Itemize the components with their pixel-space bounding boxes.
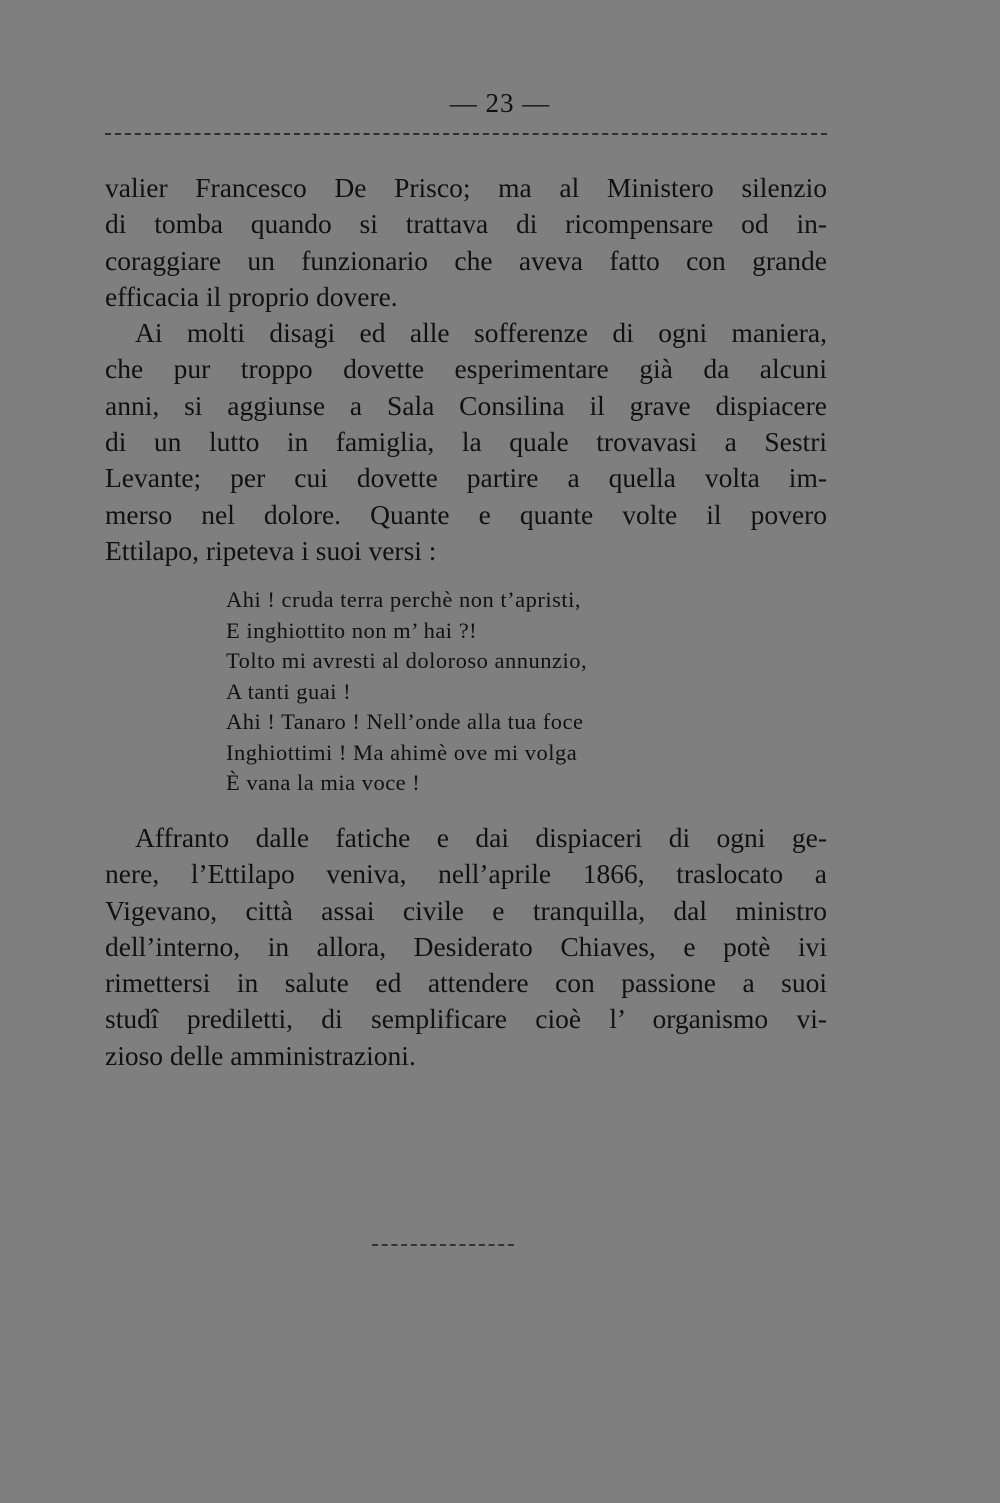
closing-paragraph: [105, 820, 827, 1074]
text-line: di un lutto in famiglia, la quale trovavasi a Sestri: [105, 426, 827, 458]
text-line: valier Francesco De Prisco; ma al Ministero silenzio: [105, 172, 827, 203]
text-line: coraggiare un funzionario che aveva fatto con grande: [105, 244, 827, 276]
verse-line: Ahi ! Tanaro ! Nell’onde alla tua foce: [226, 709, 584, 734]
verse-line: Inghiottimi ! Ma ahimè ove mi volga: [226, 739, 578, 765]
text-line: Ettilapo, ripeteva i suoi versi :: [105, 534, 437, 566]
verse-line: Tolto mi avresti al doloroso annunzio,: [226, 648, 588, 673]
verse-quotation: [226, 585, 706, 799]
page-number: — 23 —: [449, 88, 551, 118]
verse-line: E inghiottito non m’ hai ?!: [226, 617, 478, 643]
verse-line: È vana la mia voce !: [226, 770, 421, 795]
verse-line: A tanti guai !: [226, 678, 352, 704]
text-line: nere, l’Ettilapo veniva, nell’aprile 1866, traslocato a: [105, 858, 827, 890]
text-line: dell’interno, in allora, Desiderato Chiaves, e potè ivi: [105, 930, 827, 962]
header-rule: [105, 133, 827, 135]
opening-paragraph: [105, 170, 827, 569]
footer-rule: [372, 1244, 514, 1246]
text-line: di tomba quando si trattava di ricompensare od in-: [105, 208, 827, 240]
text-line: studî prediletti, di semplificare cioè l’ organismo vi-: [105, 1003, 827, 1035]
text-line: zioso delle amministrazioni.: [105, 1039, 416, 1071]
text-line: Vigevano, città assai civile e tranquilla, dal ministro: [105, 894, 827, 926]
text-line: merso nel dolore. Quante e quante volte il povero: [105, 498, 827, 530]
text-line: efficacia il proprio dovere.: [105, 280, 398, 312]
text-line: Levante; per cui dovette partire a quella volta im-: [105, 462, 827, 494]
text-line: anni, si aggiunse a Sala Consilina il grave dispiacere: [105, 389, 827, 421]
text-line: che pur troppo dovette esperimentare già da alcuni: [105, 353, 827, 385]
text-line: Ai molti disagi ed alle sofferenze di ogni maniera,: [135, 317, 827, 349]
text-line: rimettersi in salute ed attendere con passione a suoi: [105, 967, 827, 999]
text-line: Affranto dalle fatiche e dai dispiaceri di ogni ge-: [135, 822, 827, 853]
verse-line: Ahi ! cruda terra perchè non t’apristi,: [226, 587, 581, 612]
